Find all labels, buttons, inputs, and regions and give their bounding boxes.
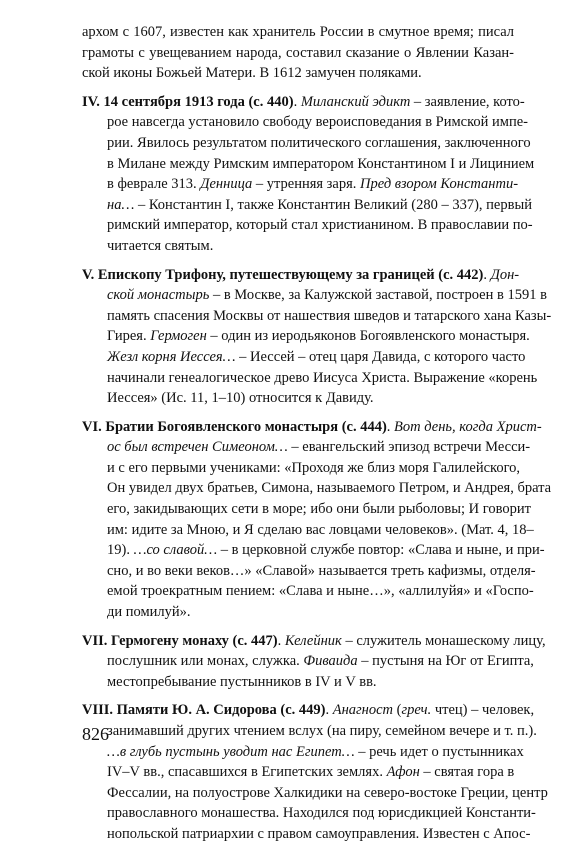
note-section: [82, 417, 552, 623]
text-run: рии. Явилось результатом политического соглашения, заключенного: [107, 134, 531, 151]
text-line: [82, 236, 514, 257]
italic-term: ос был встречен Симеоном…: [107, 439, 288, 456]
text-run: римский император, который стал христианином. В православии по-: [107, 217, 533, 234]
text-run: и с его первыми учениками: «Проходя же близ моря Галилейского,: [107, 459, 521, 476]
text-line: [82, 762, 514, 783]
text-run: .: [277, 632, 285, 649]
text-line: [82, 174, 519, 195]
text-line: [82, 540, 545, 561]
text-run: .: [293, 93, 301, 110]
italic-term: Дон-: [490, 266, 520, 283]
text-line: [82, 133, 531, 154]
text-line: [82, 803, 536, 824]
text-line: [82, 721, 537, 742]
text-run: ской иконы Божьей Матери. В 1612 замучен поляками.: [82, 65, 422, 82]
text-run: .: [386, 418, 395, 435]
text-run: сно, и во веки веков…» «Славой» называется треть кафизмы, отделя-: [107, 562, 536, 579]
text-line: [82, 195, 532, 216]
text-line: [82, 326, 530, 347]
italic-term: …в глубь пустынь уводит нас Египет…: [107, 743, 355, 760]
text-run: местопребывание пустынников в IV и V вв.: [107, 673, 377, 690]
text-line: [82, 520, 534, 541]
italic-term: Афон: [386, 764, 420, 781]
text-line: [82, 215, 533, 236]
text-run: емой троекратным пением: «Слава и ныне…», «аллилуйя» и «Госпо-: [107, 583, 534, 600]
text-run: – в церковной службе повтор: «Слава и ныне, и при-: [217, 542, 545, 559]
note-section: [82, 700, 548, 844]
italic-term: Миланский эдикт: [300, 93, 411, 110]
italic-term: на…: [107, 196, 135, 213]
text-line: [82, 672, 514, 693]
italic-term: Анагност: [332, 702, 394, 719]
text-line: [82, 368, 538, 389]
text-line: [82, 43, 514, 64]
text-run: православного монашества. Находился под юрисдикцией Константи-: [107, 805, 536, 822]
text-line: [82, 700, 535, 721]
text-run: архом с 1607, известен как хранитель России в смутное время; писал: [82, 24, 514, 40]
text-line: [82, 478, 552, 499]
text-run: память спасения Москвы от нашествия шведов и татарского хана Казы-: [107, 307, 552, 324]
italic-term: Келейник: [284, 632, 342, 649]
text-run: .: [483, 266, 491, 283]
text-run: – служитель монашескому лицу,: [341, 632, 546, 649]
text-line: [82, 63, 514, 84]
text-line: [82, 651, 534, 672]
text-line: [82, 581, 534, 602]
text-run: – утренняя заря.: [252, 176, 361, 193]
text-run: IV–V вв., спасавшихся в Египетских землях.: [107, 764, 387, 781]
text-run: .: [325, 702, 333, 719]
text-line: [82, 417, 542, 438]
text-run: – в Москве, за Калужской заставой, построен в 1591 в: [209, 287, 547, 304]
text-line: [82, 22, 514, 43]
page-number: 826: [82, 724, 109, 744]
text-line: [82, 561, 536, 582]
text-run: чтец) – человек,: [431, 702, 535, 719]
note-section: [82, 92, 535, 257]
text-run: читается святым.: [107, 237, 214, 254]
text-run: – Константин I, также Константин Великий (280 – 337), первый: [134, 196, 532, 213]
text-line: [82, 742, 524, 763]
text-line: [82, 499, 531, 520]
text-line: [82, 154, 535, 175]
text-run: Гирея.: [107, 328, 151, 345]
text-run: 19).: [107, 542, 134, 559]
section-heading: IV. 14 сентября 1913 года (с. 440): [82, 93, 294, 110]
text-line: [82, 824, 531, 845]
continued-paragraph: [82, 22, 514, 84]
text-line: [82, 388, 514, 409]
italic-term: Жезл корня Иессея…: [107, 348, 236, 365]
text-run: – заявление, кото-: [410, 93, 525, 110]
text-run: Иессея» (Ис. 11, 1–10) относится к Давиду.: [107, 390, 374, 407]
text-run: – пустыня на Юг от Египта,: [357, 653, 534, 670]
text-run: нопольской патриархии с правом самоуправления. Известен с Апос-: [107, 825, 531, 842]
italic-term: Фиваида: [303, 653, 358, 670]
text-line: [82, 631, 546, 652]
text-line: [82, 112, 529, 133]
text-run: – евангельский эпизод встречи Месси-: [287, 439, 531, 456]
text-line: [82, 347, 526, 368]
note-section: [82, 631, 546, 693]
italic-term: Гермоген: [150, 328, 207, 345]
text-run: рое навсегда установило свободу вероисповедания в Римской импе-: [107, 114, 529, 131]
page-body: [82, 22, 552, 845]
text-line: [82, 285, 547, 306]
text-run: ди помилуй».: [107, 604, 191, 621]
text-run: – святая гора в: [419, 764, 515, 781]
text-line: [82, 306, 552, 327]
text-run: – один из иеродьяконов Богоявленского монастыря.: [206, 328, 530, 345]
text-run: Он увидел двух братьев, Симона, называемого Петром, и Андрея, брата: [107, 480, 552, 497]
section-heading: VII. Гермогену монаху (с. 447): [82, 632, 278, 649]
text-run: (: [393, 702, 402, 719]
italic-term: греч.: [401, 702, 432, 719]
text-line: [82, 783, 548, 804]
text-run: в Милане между Римским императором Константином I и Лицинием: [107, 155, 535, 172]
text-run: его, закидывающих сети в море; ибо они были рыболовы; И говорит: [107, 501, 531, 518]
section-heading: V. Епископу Трифону, путешествующему за границей (с. 442): [82, 266, 484, 283]
text-line: [82, 458, 521, 479]
italic-term: Денница: [200, 176, 253, 193]
text-run: в феврале 313.: [107, 176, 201, 193]
italic-term: Пред взором Константи-: [360, 176, 519, 193]
text-run: – Иессей – отец царя Давида, с которого часто: [235, 348, 526, 365]
text-line: [82, 602, 514, 623]
text-run: грамоты с увещеванием народа, составил сказание о Явлении Казан-: [82, 44, 514, 61]
text-run: послушник или монах, служка.: [107, 653, 304, 670]
section-heading: VI. Братии Богоявленского монастыря (с. 444): [82, 418, 387, 435]
text-line: [82, 265, 520, 286]
text-line: [82, 437, 531, 458]
section-heading: VIII. Памяти Ю. А. Сидорова (с. 449): [82, 702, 326, 719]
text-line: [82, 92, 525, 113]
text-run: занимавший других чтением вслух (на пиру, семейном вечере и т. п.).: [107, 723, 537, 739]
text-run: Фессалии, на полуострове Халкидики на северо-востоке Греции, центр: [107, 784, 548, 801]
italic-term: ской монастырь: [107, 287, 210, 304]
italic-term: …со славой…: [133, 542, 218, 559]
italic-term: Вот день, когда Христ-: [394, 418, 542, 435]
text-run: – речь идет о пустынниках: [354, 743, 524, 760]
note-section: [82, 265, 552, 409]
text-run: им: идите за Мною, и Я сделаю вас ловцами человеков». (Мат. 4, 18–: [107, 521, 534, 538]
text-run: начинали генеалогическое древо Иисуса Христа. Выражение «корень: [107, 369, 538, 386]
